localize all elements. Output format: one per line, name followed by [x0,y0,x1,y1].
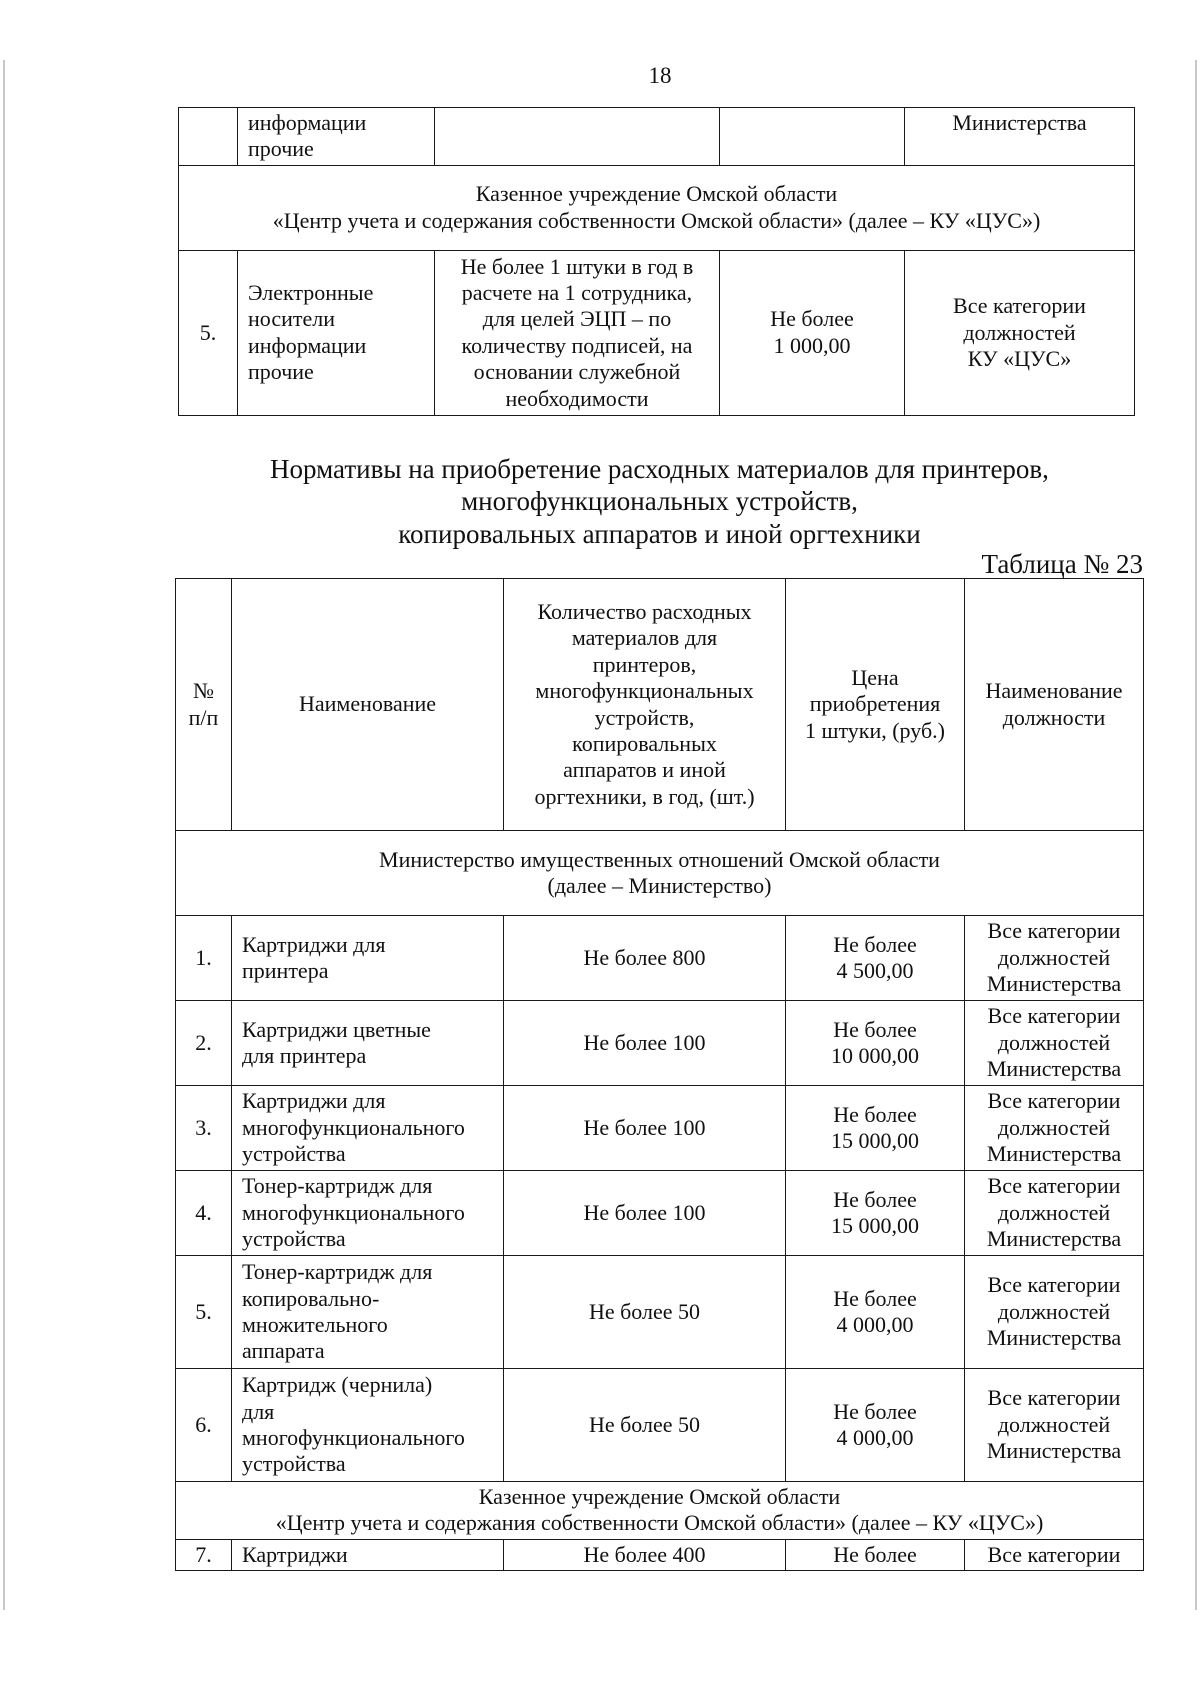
cell-quantity: Не более 100 [504,1171,786,1256]
cell-name: Картриджи [232,1539,504,1570]
header-name: Наименование [232,579,504,831]
cell-name: Картриджи для многофункционального устройства [232,1086,504,1171]
header-price: Цена приобретения 1 штуки, (руб.) [786,579,965,831]
cell-name: Картриджи для принтера [232,916,504,1001]
cell-price: Не более [786,1539,965,1570]
cell-name: Тонер-картридж для копировально- множительного аппарата [232,1256,504,1369]
cell-quantity: Не более 800 [504,916,786,1001]
cell-price: Не более 4 500,00 [786,916,965,1001]
section-header-row [176,831,1144,916]
cell-position: Все категории должностей Министерства [965,1086,1144,1171]
section-title: Нормативы на приобретение расходных материалов для принтеров, многофункциональных устройств, копировальных аппаратов и иной оргтехники [270,454,1049,549]
table-row [179,250,1135,415]
cell-name: информации прочие [238,108,435,166]
cell-name: Тонер-картридж для многофункционального устройства [232,1171,504,1256]
table-row [179,108,1135,166]
cell-price: Не более 10 000,00 [786,1001,965,1086]
header-position: Наименование должности [965,579,1144,831]
table-row [176,1369,1144,1482]
cell-position: Все категории должностей Министерства [965,1369,1144,1482]
table-row [176,1001,1144,1086]
table-header-row [176,579,1144,831]
cell-quantity: Не более 100 [504,1001,786,1086]
table-row [176,1539,1144,1570]
section-header: Министерство имущественных отношений Омской области (далее – Министерство) [176,831,1144,916]
table-row [176,916,1144,1001]
cell-name: Электронные носители информации прочие [238,250,435,415]
section-header: Казенное учреждение Омской области «Центр учета и содержания собственности Омской области» (далее – КУ «ЦУС») [176,1482,1144,1540]
cell-num: 4. [176,1171,232,1256]
cell-quantity: Не более 400 [504,1539,786,1570]
section-header-row [179,165,1135,250]
cell-num: 7. [176,1539,232,1570]
table-row [176,1256,1144,1369]
cell-num: 2. [176,1001,232,1086]
table-label: Таблица № 23 [981,549,1143,579]
table-row [176,1086,1144,1171]
cell-position: Министерства [905,108,1135,166]
cell-position: Все категории должностей Министерства [965,916,1144,1001]
left-scan-edge [3,60,5,1610]
cell-num: 5. [179,250,238,415]
section-header: Казенное учреждение Омской области «Центр учета и содержания собственности Омской области» (далее – КУ «ЦУС») [179,165,1135,250]
cell-num: 1. [176,916,232,1001]
cell-num: 5. [176,1256,232,1369]
cell-quantity: Не более 100 [504,1086,786,1171]
cell-quantity: Не более 50 [504,1369,786,1482]
cell-name: Картриджи цветные для принтера [232,1001,504,1086]
cell-num: 6. [176,1369,232,1482]
page-number: 18 [648,63,672,88]
cell-price: Не более 1 000,00 [720,250,905,415]
cell-position: Все категории [965,1539,1144,1570]
header-quantity: Количество расходных материалов для принтеров, многофункциональных устройств, копировальных аппаратов и иной оргтехники, в год, (шт.) [504,579,786,831]
cell-name: Картридж (чернила) для многофункционального устройства [232,1369,504,1482]
cell-quantity: Не более 1 штуки в год в расчете на 1 сотрудника, для целей ЭЦП – по количеству подписей, на основании служебной необходимости [435,250,720,415]
cell-price: Не более 4 000,00 [786,1369,965,1482]
cell-position: Все категории должностей Министерства [965,1256,1144,1369]
header-num: № п/п [176,579,232,831]
cell-quantity: Не более 50 [504,1256,786,1369]
cell-num: 3. [176,1086,232,1171]
cell-price: Не более 4 000,00 [786,1256,965,1369]
cell-price: Не более 15 000,00 [786,1171,965,1256]
right-scan-edge [1195,60,1197,1610]
table-main [175,578,1144,1571]
section-header-row [176,1482,1144,1540]
cell-position: Все категории должностей Министерства [965,1171,1144,1256]
table-row [176,1171,1144,1256]
cell-price: Не более 15 000,00 [786,1086,965,1171]
cell-position: Все категории должностей КУ «ЦУС» [905,250,1135,415]
table-continuation [178,107,1135,416]
cell-position: Все категории должностей Министерства [965,1001,1144,1086]
